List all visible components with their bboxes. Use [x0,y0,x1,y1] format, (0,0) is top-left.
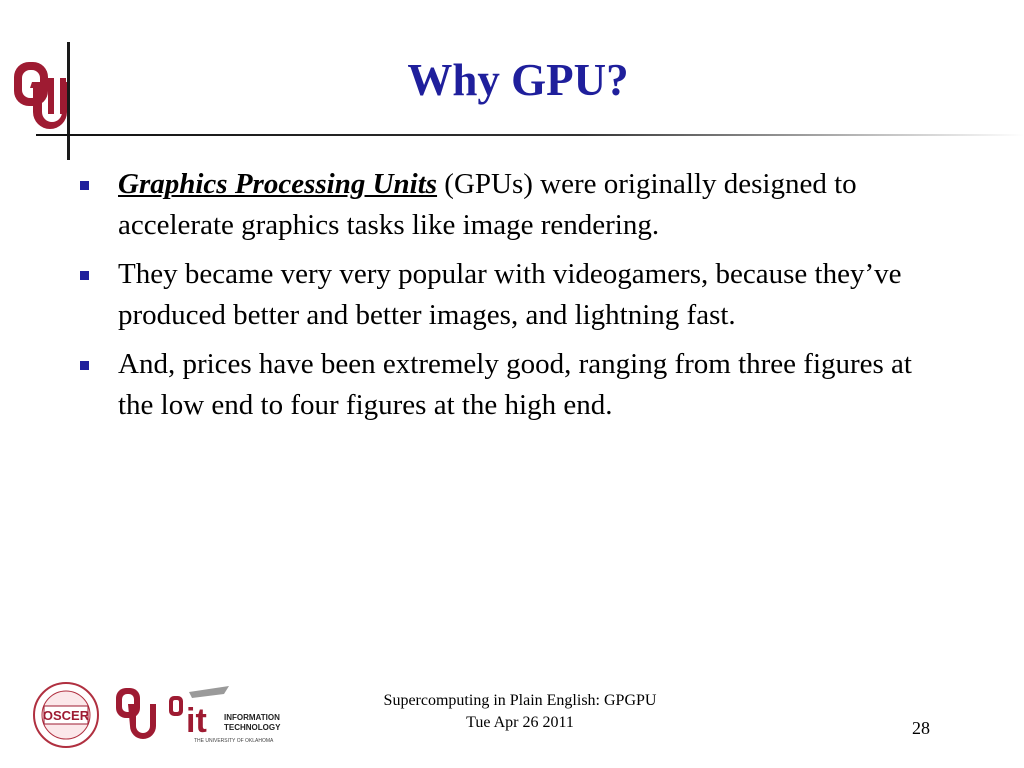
page-number: 28 [912,718,930,738]
ou-logo [10,56,70,136]
it-logo-mark: it [186,702,207,740]
bullet-term: Graphics Processing Units [118,168,438,200]
it-logo-line2: TECHNOLOGY [224,723,281,732]
footer-date: Tue Apr 26 2011 [466,714,574,731]
it-logo [169,686,281,744]
it-logo-subtitle: THE UNIVERSITY OF OKLAHOMA [194,738,274,744]
bullet-item [78,254,948,336]
oscer-logo-text: OSCER [42,708,90,723]
square-bullet-icon [80,361,89,370]
bullet-text: (GPUs) were originally designed to accelerate graphics tasks like image rendering. [118,168,857,241]
it-logo-line1: INFORMATION [224,713,280,722]
square-bullet-icon [80,271,89,280]
bullet-item [78,344,948,426]
footer-course-title: Supercomputing in Plain English: GPGPU [383,692,657,709]
horizontal-rule [36,134,1024,136]
slide-title: Why GPU? [407,55,629,105]
vertical-rule [67,42,70,160]
bullet-item [78,164,948,246]
ou-footer-logo [116,688,156,739]
bullet-text: They became very very popular with videogamers, because they’ve produced better and better images, and lightning fast. [118,258,902,331]
footer-logos [24,680,289,750]
bullet-list [78,164,948,434]
bullet-text: And, prices have been extremely good, ranging from three figures at the low end to four figures at the high end. [118,348,912,421]
footer-caption [330,690,710,734]
oscer-seal-logo [34,683,98,747]
square-bullet-icon [80,181,89,190]
